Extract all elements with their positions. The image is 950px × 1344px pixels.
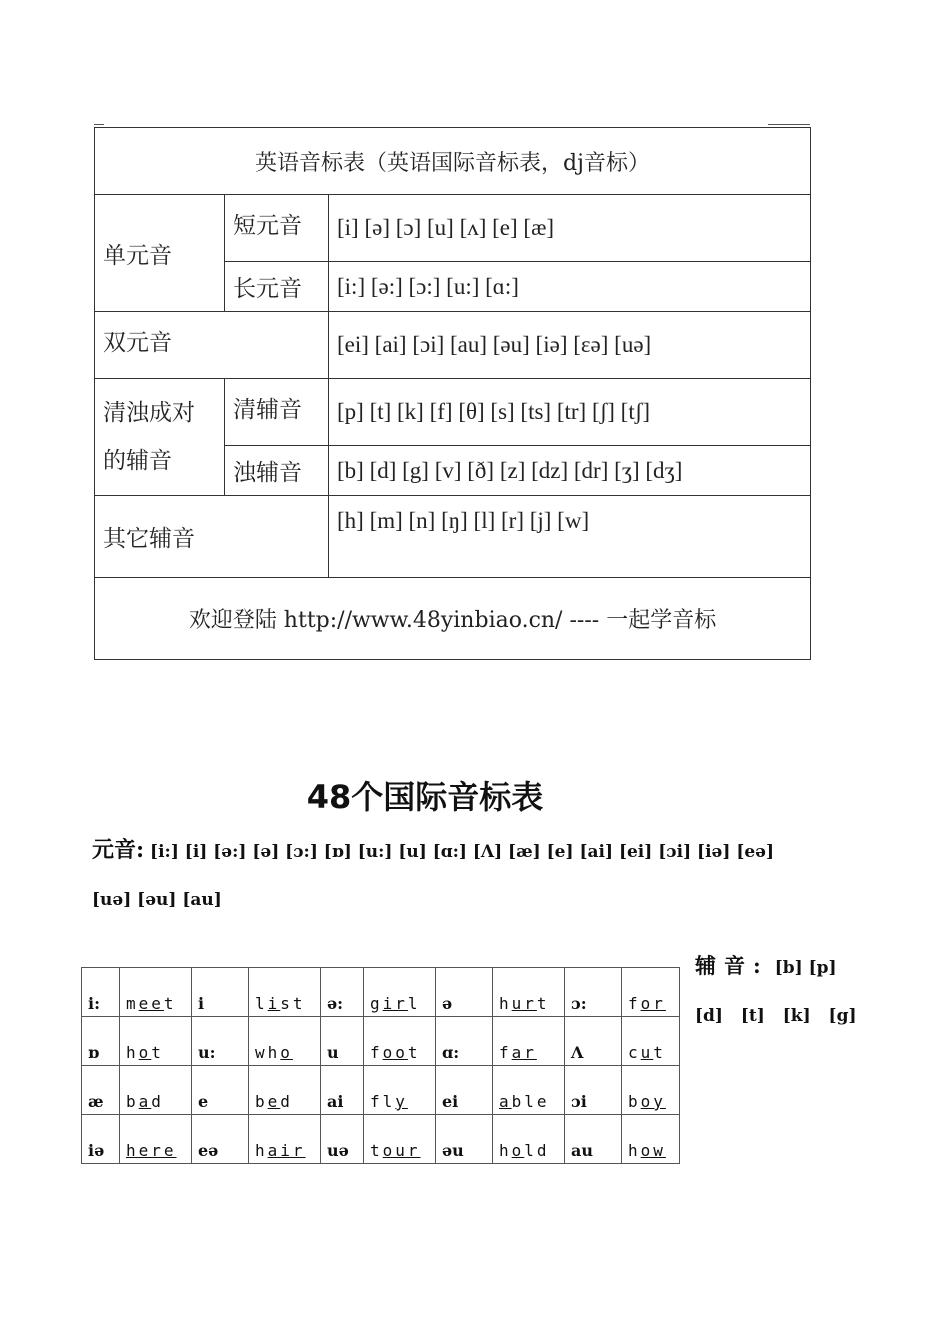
table-row: [82, 1017, 680, 1066]
page-title: 48个国际音标表: [306, 778, 544, 816]
vowel-symbol: ei: [436, 1066, 493, 1115]
word-part: t: [653, 1043, 666, 1062]
word-underlined-part: ow: [640, 1141, 666, 1160]
word-underlined-part: ur: [511, 994, 537, 1013]
diphthong-symbols: [ei] [ai] [ɔi] [au] [əu] [iə] [εə] [uə]: [329, 312, 811, 379]
word-underlined-part: e: [267, 1092, 281, 1111]
vowel-symbol: ɔ:: [565, 968, 622, 1017]
border-tick-left: [94, 124, 104, 125]
vowel-symbol: ə:: [321, 968, 364, 1017]
vowel-line-1: [92, 826, 872, 876]
word-underlined-part: ir: [382, 994, 408, 1013]
word-part: ble: [511, 1092, 550, 1111]
word-part: t: [370, 1141, 383, 1160]
word-underlined-part: a: [499, 1092, 512, 1111]
word-underlined-part: our: [382, 1141, 421, 1160]
word-underlined-part: u: [640, 1043, 654, 1062]
paired-consonant-label: [95, 379, 225, 496]
vowel-symbol: ɒ: [82, 1017, 120, 1066]
vowel-symbols-2: [uə] [əu] [au]: [92, 890, 222, 910]
example-word: [493, 1017, 565, 1066]
border-tick-right: [768, 124, 810, 125]
vowel-label: 元音:: [92, 837, 145, 863]
vowel-symbol: iə: [82, 1115, 120, 1164]
table-row: [82, 1115, 680, 1164]
word-underlined-part: ee: [138, 994, 164, 1013]
word-underlined-part: oo: [382, 1043, 408, 1062]
word-part: fl: [370, 1092, 396, 1111]
word-part: st: [280, 994, 306, 1013]
word-part: b: [126, 1092, 139, 1111]
short-vowel-symbols: [i] [ə] [ɔ] [u] [ʌ] [e] [æ]: [329, 195, 811, 262]
word-part: h: [499, 1141, 512, 1160]
word-part: h: [628, 1141, 641, 1160]
example-word: [120, 1115, 192, 1164]
vowel-symbol: ɔi: [565, 1066, 622, 1115]
vowel-symbol: ɑ:: [436, 1017, 493, 1066]
word-part: b: [628, 1092, 641, 1111]
example-word: [364, 1066, 436, 1115]
word-part: h: [255, 1141, 268, 1160]
vowel-symbol: eə: [192, 1115, 249, 1164]
vowel-symbol: uə: [321, 1115, 364, 1164]
paired-consonant-label-line2: 的辅音: [103, 448, 172, 474]
example-word: [249, 1017, 321, 1066]
table-caption: 英语音标表（英语国际音标表，dj音标）: [95, 128, 811, 195]
other-consonant-label: 其它辅音: [95, 496, 329, 578]
word-part: l: [407, 994, 421, 1013]
vowel-symbol: æ: [82, 1066, 120, 1115]
paired-consonant-label-line1: 清浊成对: [103, 400, 195, 426]
word-part: g: [370, 994, 383, 1013]
consonant-label: 辅音:: [695, 953, 769, 978]
consonant-line-1: [695, 942, 865, 992]
word-underlined-part: ar: [511, 1043, 537, 1062]
example-word: [622, 1066, 680, 1115]
example-word: [249, 1066, 321, 1115]
word-part: m: [126, 994, 139, 1013]
example-word: [622, 968, 680, 1017]
consonant-symbols-1: [b] [p]: [774, 958, 837, 978]
word-part: f: [499, 1043, 512, 1062]
vowel-symbol: e: [192, 1066, 249, 1115]
example-word: [622, 1017, 680, 1066]
vowel-symbols-1: [i:] [i] [ə:] [ə] [ɔ:] [ɒ] [u:] [u] [ɑ:] [Λ] [æ] [e] [ai] [ei] [ɔi] [iə] [eə]: [150, 842, 775, 862]
vowel-list: [92, 826, 872, 924]
word-underlined-part: o: [511, 1141, 525, 1160]
vowel-symbol: ə: [436, 968, 493, 1017]
word-underlined-part: y: [395, 1092, 408, 1111]
word-underlined-part: or: [640, 994, 666, 1013]
monophthong-label: 单元音: [95, 195, 225, 312]
example-word: [622, 1115, 680, 1164]
voiced-consonant-symbols: [b] [d] [g] [v] [ð] [z] [dz] [dr] [ʒ] [dʒ]: [329, 446, 811, 496]
voiced-consonant-label: 浊辅音: [225, 446, 329, 496]
table-row: [82, 968, 680, 1017]
long-vowel-label: 长元音: [225, 262, 329, 312]
word-part: b: [255, 1092, 268, 1111]
word-part: d: [151, 1092, 164, 1111]
phonetic-symbol-table: [94, 127, 811, 660]
word-part: t: [536, 994, 550, 1013]
table-row: [82, 1066, 680, 1115]
word-underlined-part: o: [138, 1043, 152, 1062]
voiceless-consonant-label: 清辅音: [225, 379, 329, 446]
example-word: [120, 968, 192, 1017]
consonant-list: [695, 942, 865, 1040]
word-part: t: [163, 994, 177, 1013]
vowel-symbol: Λ: [565, 1017, 622, 1066]
consonant-symbols-2: [d] [t] [k] [g]: [695, 1006, 857, 1026]
vowel-symbol: au: [565, 1115, 622, 1164]
word-part: l: [255, 994, 268, 1013]
vowel-symbol: u: [321, 1017, 364, 1066]
vowel-symbol: u:: [192, 1017, 249, 1066]
word-underlined-part: a: [138, 1092, 152, 1111]
word-part: f: [628, 994, 641, 1013]
voiceless-consonant-symbols: [p] [t] [k] [f] [θ] [s] [ts] [tr] [ʃ] [tʃ]: [329, 379, 811, 446]
word-part: t: [151, 1043, 164, 1062]
example-word: [493, 968, 565, 1017]
example-word: [364, 1017, 436, 1066]
word-part: c: [628, 1043, 641, 1062]
word-underlined-part: i: [267, 994, 281, 1013]
diphthong-label: 双元音: [95, 312, 329, 379]
word-part: h: [499, 994, 512, 1013]
short-vowel-label: 短元音: [225, 195, 329, 262]
word-underlined-part: here: [126, 1141, 177, 1160]
example-word: [493, 1115, 565, 1164]
word-part: t: [407, 1043, 421, 1062]
word-part: h: [126, 1043, 139, 1062]
example-word: [364, 1115, 436, 1164]
example-word: [120, 1017, 192, 1066]
word-part: wh: [255, 1043, 281, 1062]
example-word: [249, 1115, 321, 1164]
vowel-symbol: i:: [82, 968, 120, 1017]
example-word: [120, 1066, 192, 1115]
word-underlined-part: air: [267, 1141, 306, 1160]
word-underlined-part: oy: [640, 1092, 666, 1111]
long-vowel-symbols: [i:] [ə:] [ɔ:] [u:] [ɑ:]: [329, 262, 811, 312]
vowel-example-table: [81, 967, 680, 1164]
other-consonant-symbols: [h] [m] [n] [ŋ] [l] [r] [j] [w]: [329, 496, 811, 578]
example-word: [493, 1066, 565, 1115]
vowel-symbol: ai: [321, 1066, 364, 1115]
vowel-symbol: əu: [436, 1115, 493, 1164]
word-part: f: [370, 1043, 383, 1062]
word-part: d: [280, 1092, 293, 1111]
table-footer: 欢迎登陆 http://www.48yinbiao.cn/ ---- 一起学音标: [95, 578, 811, 660]
word-part: ld: [524, 1141, 550, 1160]
example-word: [364, 968, 436, 1017]
vowel-symbol: i: [192, 968, 249, 1017]
example-word: [249, 968, 321, 1017]
word-underlined-part: o: [280, 1043, 293, 1062]
